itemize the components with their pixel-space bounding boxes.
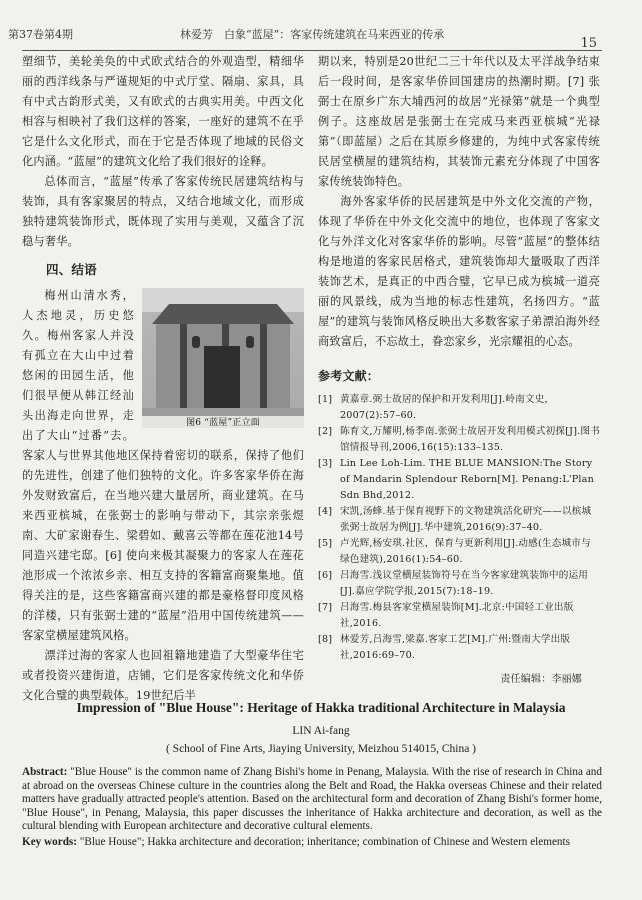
reference-item: [4] 宋凯,汤蜂.基于保育视野下的文物建筑活化研究——以槟城张弼士故居为例[J].华中建筑,2016(9):37–40. xyxy=(318,506,592,533)
blue-house-photo xyxy=(142,288,304,428)
running-title: 林爱芳 白象“蓝屋”：客家传统建筑在马来西亚的传承 xyxy=(180,28,445,41)
english-abstract xyxy=(22,766,602,849)
section-heading: 四、结语 xyxy=(46,262,97,277)
reference-item: [2] 陈育文,万耀明,杨季南.张弼士故居开发利用模式初探[J].图书馆情报导刊,2006,16(15):133–135. xyxy=(318,426,600,453)
running-header xyxy=(0,0,642,52)
reference-item: [6] 吕海雪.浅议堂横屋装饰符号在当今客家建筑装饰中的运用[J].嘉应学院学报,2015(7):18–19. xyxy=(318,570,589,597)
reference-item: [1] 黄嘉章.弼士故居的保护和开发利用[J].岭南文史，2007(2):57–60. xyxy=(318,394,555,421)
abstract-text: "Blue House" is the common name of Zhang Bishi's home in Penang, Malaysia. With the rise of research in China and at abroad on the overseas Chinese culture in the countries along the Belt and Road, the Hakka overseas Chinese and their related matters have gradually attracted people's attention. Based on the architectural form and decoration of Zhang Bishi's former home, "Blue House", in Penang, Malaysia, this paper discusses the inheritance of Hakka architecture and decoration, as well as the cultural blending with European architecture and decorative cultural elements. xyxy=(22,766,602,832)
paragraph: 期以来，特别是20世纪二三十年代以及太平洋战争结束后一段时间，是客家华侨回国建房的热潮时期。[7] 张弼士在原乡广东大埔西河的故居“光禄第”就是一个典型例子。这座故居是张弼士在完成马来西亚槟城“光禄第”（即蓝屋）之后在其原乡修建的，为纯中式客家传统民居堂横屋的建筑结构，其装饰元素充分体现了中国客家传统装饰特色。 xyxy=(318,55,600,188)
left-column xyxy=(22,52,304,706)
reference-item: [7] 吕海雪.梅县客家堂横屋装饰[M].北京:中国轻工业出版社,2016. xyxy=(318,602,574,629)
right-column xyxy=(318,52,600,690)
figure xyxy=(142,288,304,428)
page-number: 15 xyxy=(580,36,597,51)
paragraph: 塑细节，美轮美奂的中式欧式结合的外观造型，精细华丽的西洋线条与严谨规矩的中式厅堂、隔扇、家具，具有中式古韵形式美，又有欧式的古典实用美。中西文化相容与相映衬了我们这样的答案，一座好的建筑不在乎它是什么文化形式，而在于它是否体现了地域的民俗文化内涵。“蓝屋”的建筑文化给了我们很好的诠释。 xyxy=(22,55,304,168)
header-rule xyxy=(22,50,602,51)
paragraph: 梅州山清水秀，人杰地灵，历史悠久。梅州客家人并没有孤立在大山中过着悠闲的田园生活，他们很早便从韩江经汕头出海走向世界，走出了大山“过番”去。客家人与世界其他地区保持着密切的联系，保持了他们的先进性，创建了他们独特的文化。许多客家华侨在海外发财致富后，在当地兴建大量居所，商业建筑。在马来西亚槟城，在张弼士的影响与带动下，其宗亲张煜南、大矿家谢春生、梁碧如、戴喜云等都在莲花池14号同造兴建宅邸。[6] 使向来极其凝聚力的客家人在莲花池形成一个浓浓乡亲、相互支持的客籍富商聚集地。值得关注的是，这些客籍富商兴建的都是豪格督印度风格的洋楼，只有张弼士建的“蓝屋”沿用中国传统建筑——客家堂横屋建筑风格。 xyxy=(22,289,304,642)
paragraph: 海外客家华侨的民居建筑是中外文化交流的产物，体现了华侨在中外文化交流中的地位，也体现了客家文化与外洋文化对客家华侨的影响。尽管“蓝屋”的整体结构是地道的客家民居格式，建筑装饰却大量吸取了西洋装饰艺术，是真正的中西合璧，它早已成为槟城一道亮丽的风景线，成为当地的标志性建筑，名扬四方。“蓝屋”的建筑与装饰风格反映出大多数客家子弟漂泊海外经商致富后，不忘故土，眷恋家乡，光宗耀祖的心态。 xyxy=(318,195,600,348)
english-title: Impression of "Blue House": Heritage of Hakka traditional Architecture in Malaysia xyxy=(76,700,566,715)
reference-list xyxy=(318,392,600,664)
reference-item: [5] 卢光辉,杨安琪.社区，保育与更新利用[J].动感(生态城市与绿色建筑),2016(1):54–60. xyxy=(318,538,591,565)
text-with-figure xyxy=(22,286,304,646)
reference-item: [3] Lin Lee Loh-Lim. THE BLUE MANSION:The Story of Mandarin Splendour Reborn[M]. Penang:L'Plan Sdn Bhd,2012. xyxy=(318,458,594,501)
english-affiliation: ( School of Fine Arts, Jiaying University, Meizhou 514015, China ) xyxy=(165,743,477,755)
references-heading: 参考文献： xyxy=(318,369,380,383)
responsible-editor: 责任编辑：李丽娜 xyxy=(500,674,582,685)
keywords-label: Key words: xyxy=(22,835,77,848)
figure-caption: 图6 “蓝屋”正立面 xyxy=(142,416,304,428)
english-author: LIN Ai-fang xyxy=(292,725,350,737)
paragraph: 漂洋过海的客家人也回祖籍地建造了大型豪华住宅或者投资兴建街道，店铺，它们是客家传统文化和华侨文化合璧的典型载体。19世纪后半 xyxy=(22,649,304,702)
journal-volume: 第37卷第4期 xyxy=(8,28,73,41)
keywords-text: "Blue House"; Hakka architecture and decoration; inheritance; combination of Chinese and Western elements xyxy=(77,835,570,848)
paragraph: 总体而言，“蓝屋”传承了客家传统民居建筑结构与装饰，具有客家聚居的特点，又结合地域文化，而形成独特建筑装饰形式，既体现了实用与美观，又蕴含了沉稳与奢华。 xyxy=(22,175,304,248)
abstract-label: Abstract: xyxy=(22,766,68,778)
reference-item: [8] 林爱芳,吕海雪,梁嘉.客家工艺[M].广州:暨南大学出版社,2016:69–70. xyxy=(318,634,571,661)
